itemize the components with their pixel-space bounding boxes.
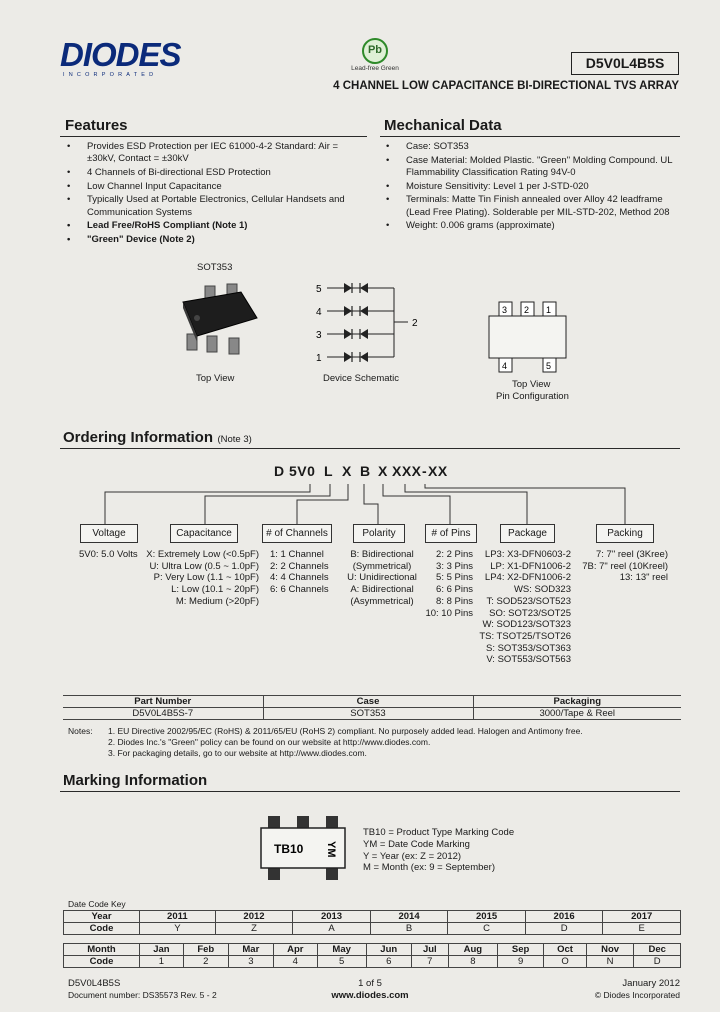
list-item: • Lead Free/RoHS Compliant (Note 1) xyxy=(65,220,365,232)
marking-legend xyxy=(363,827,514,874)
marking-heading: Marking Information xyxy=(63,772,208,789)
month-cell: Dec xyxy=(634,944,681,956)
category-package: Package xyxy=(500,524,555,543)
pin1-mark xyxy=(194,315,200,321)
table-header: Packaging xyxy=(473,696,681,708)
category-pins: # of Pins xyxy=(425,524,477,543)
option: M: Medium (>20pF) xyxy=(175,595,259,607)
package-image xyxy=(175,278,265,358)
code-cell: O xyxy=(544,956,586,968)
features-rule xyxy=(60,136,367,137)
month-cell: Oct xyxy=(544,944,586,956)
schematic-common-pin: 2 xyxy=(412,318,418,329)
option: 13: 13" reel xyxy=(619,572,668,584)
option: TS: TSOT25/TSOT26 xyxy=(479,630,571,642)
table-header: Code xyxy=(64,956,140,968)
year-code-table xyxy=(63,910,681,935)
voltage-options xyxy=(79,549,138,561)
marking-rule xyxy=(60,791,680,792)
year-cell: 2017 xyxy=(603,911,681,923)
year-cell: 2016 xyxy=(525,911,603,923)
month-cell: Aug xyxy=(448,944,497,956)
marking-chip xyxy=(258,813,348,883)
package-options xyxy=(479,549,571,666)
table-cell: D5V0L4B5S-7 xyxy=(63,708,263,720)
pin-number: 2 xyxy=(524,305,530,315)
device-schematic xyxy=(312,280,427,372)
option: 7: 7" reel (3Kree) xyxy=(595,549,668,560)
mechanical-rule xyxy=(380,136,680,137)
code-part: 5V0 xyxy=(289,463,316,479)
option: 6: 6 Channels xyxy=(270,584,329,596)
schematic-pin: 4 xyxy=(316,307,322,318)
pin-config-top-view: Top View xyxy=(512,379,551,390)
option: S: SOT353/SOT363 xyxy=(485,642,571,654)
package-label: SOT353 xyxy=(197,262,233,273)
pb-symbol: Pb xyxy=(367,44,383,56)
code-cell: 4 xyxy=(273,956,317,968)
table-row xyxy=(64,944,681,956)
category-capacitance: Capacitance xyxy=(170,524,238,543)
footer-date: January 2012 xyxy=(622,978,680,989)
footer-url[interactable]: www.diodes.com xyxy=(331,990,409,1001)
diodes-logo xyxy=(60,38,205,78)
schematic-pin: 5 xyxy=(316,284,322,295)
chip-lead xyxy=(268,868,280,880)
list-item: • "Green" Device (Note 2) xyxy=(65,234,365,246)
code-cell: 2 xyxy=(183,956,228,968)
mechanical-list xyxy=(384,141,676,234)
code-part: - xyxy=(422,463,428,479)
note: 1. EU Directive 2002/95/EC (RoHS) & 2011/65/EU (RoHS 2) compliant. No purposely added lead. Halogen and Antimony free. xyxy=(108,726,583,736)
schematic-label: Device Schematic xyxy=(323,373,400,384)
category-packing: Packing xyxy=(596,524,654,543)
part-number-box xyxy=(571,52,679,75)
code-cell: N xyxy=(586,956,634,968)
option: LP4: X2-DFN1006-2 xyxy=(484,572,571,584)
footer-copyright: © Diodes Incorporated xyxy=(594,990,680,1000)
option: 3: 3 Pins xyxy=(436,560,473,572)
option: U: Unidirectional xyxy=(347,572,417,584)
leadfree-badge xyxy=(345,38,405,78)
capacitance-options xyxy=(146,549,259,608)
option: WS: SOD323 xyxy=(513,584,571,596)
year-cell: 2012 xyxy=(215,911,293,923)
table-row xyxy=(63,708,681,720)
month-cell: Feb xyxy=(183,944,228,956)
pins-options xyxy=(425,549,473,619)
package-lead xyxy=(229,338,239,354)
legend-line: TB10 = Product Type Marking Code xyxy=(363,827,515,838)
pin-number: 3 xyxy=(502,305,508,315)
month-code-table xyxy=(63,943,681,968)
category-polarity: Polarity xyxy=(353,524,405,543)
category-voltage: Voltage xyxy=(80,524,138,543)
chip-code: TB10 xyxy=(274,842,304,856)
option: 7B: 7" reel (10Kreel) xyxy=(582,560,668,572)
code-cell: D xyxy=(634,956,681,968)
table-header: Year xyxy=(64,911,140,923)
code-cell: 3 xyxy=(228,956,273,968)
pin-config-label: Pin Configuration xyxy=(496,391,569,402)
packing-options xyxy=(582,549,668,584)
legend-line: YM = Date Code Marking xyxy=(363,838,470,850)
option: W: SOD123/SOT323 xyxy=(482,619,571,631)
month-cell: Jul xyxy=(411,944,448,956)
package-lead xyxy=(207,336,217,352)
list-item: • Low Channel Input Capacitance xyxy=(65,181,365,193)
channels-options xyxy=(270,549,329,596)
code-cell: 6 xyxy=(366,956,411,968)
code-cell: A xyxy=(293,923,371,935)
chip-date: YM xyxy=(325,841,337,858)
code-part: XXX xyxy=(392,463,422,479)
code-cell: 5 xyxy=(317,956,366,968)
ordering-heading: Ordering Information xyxy=(63,429,213,446)
list-item: • Provides ESD Protection per IEC 61000-4-2 Standard: Air = ±30kV, Contact = ±30kV xyxy=(65,141,365,165)
code-cell: 9 xyxy=(497,956,543,968)
list-item: • Typically Used at Portable Electronics, Cellular Handsets and Communication Systems xyxy=(65,194,365,218)
top-view-label: Top View xyxy=(196,373,235,384)
date-code-key-label: Date Code Key xyxy=(68,899,126,909)
month-cell: Sep xyxy=(497,944,543,956)
chip-lead xyxy=(297,816,309,828)
code-part: X xyxy=(378,463,388,479)
chip-lead xyxy=(326,816,338,828)
list-item: • Case Material: Molded Plastic. "Green" Molding Compound. UL Flammability Classification Rating 94V-0 xyxy=(384,155,676,179)
pin-number: 4 xyxy=(502,361,508,371)
table-cell: 3000/Tape & Reel xyxy=(473,708,681,720)
legend-line: Y = Year (ex: Z = 2012) xyxy=(363,850,462,862)
year-cell: 2011 xyxy=(140,911,216,923)
option: A: Bidirectional xyxy=(350,584,414,596)
list-item: • 4 Channels of Bi-directional ESD Protection xyxy=(65,167,365,179)
table-header: Month xyxy=(64,944,140,956)
code-cell: B xyxy=(370,923,448,935)
year-cell: 2015 xyxy=(448,911,526,923)
list-item: • Weight: 0.006 grams (approximate) xyxy=(384,220,676,232)
pin-number: 5 xyxy=(546,361,552,371)
ordering-code xyxy=(274,463,448,483)
notes-label: Notes: xyxy=(68,726,93,736)
table-row xyxy=(64,911,681,923)
year-cell: 2014 xyxy=(370,911,448,923)
ordering-connectors xyxy=(80,482,680,527)
month-cell: Apr xyxy=(273,944,317,956)
table-header: Case xyxy=(263,696,473,708)
option: L: Low (10.1 ~ 20pF) xyxy=(171,584,259,596)
footer-part: D5V0L4B5S xyxy=(68,978,121,989)
option: B: Bidirectional xyxy=(350,549,414,560)
code-part: XX xyxy=(428,463,448,479)
category-channels: # of Channels xyxy=(262,524,332,543)
code-cell: E xyxy=(603,923,681,935)
option: V: SOT553/SOT563 xyxy=(486,654,571,666)
code-cell: 7 xyxy=(411,956,448,968)
year-cell: 2013 xyxy=(293,911,371,923)
code-part: X xyxy=(342,463,352,479)
brand-subtitle: INCORPORATED xyxy=(63,72,158,78)
month-cell: Nov xyxy=(586,944,634,956)
ordering-note-ref: (Note 3) xyxy=(217,434,252,445)
polarity-options xyxy=(347,549,417,608)
code-part: B xyxy=(360,463,371,479)
chip-lead xyxy=(326,868,338,880)
ordering-table xyxy=(63,695,681,720)
ordering-heading-row xyxy=(63,429,252,447)
table-header: Code xyxy=(64,923,140,935)
option: 5V0: 5.0 Volts xyxy=(79,549,138,560)
leadfree-label: Lead-free Green xyxy=(351,65,399,72)
legend-line: M = Month (ex: 9 = September) xyxy=(363,862,496,874)
option: U: Ultra Low (0.5 ~ 1.0pF) xyxy=(149,560,259,572)
option: 4: 4 Channels xyxy=(270,572,329,584)
month-cell: Jan xyxy=(140,944,184,956)
option: LP: X1-DFN1006-2 xyxy=(490,560,571,572)
option: 6: 6 Pins xyxy=(436,584,473,596)
list-item: • Moisture Sensitivity: Level 1 per J-STD-020 xyxy=(384,181,676,193)
table-header: Part Number xyxy=(63,696,263,708)
document-title: 4 CHANNEL LOW CAPACITANCE BI-DIRECTIONAL TVS ARRAY xyxy=(333,80,679,92)
option: T: SOD523/SOT523 xyxy=(486,595,571,607)
option: (Asymmetrical) xyxy=(350,595,414,607)
footer-page: 1 of 5 xyxy=(358,978,382,989)
features-list xyxy=(65,141,365,248)
option: P: Very Low (1.1 ~ 10pF) xyxy=(153,572,259,584)
code-cell: D xyxy=(525,923,603,935)
list-item: • Terminals: Matte Tin Finish annealed over Alloy 42 leadframe (Lead Free Plating). Solderable per MIL-STD-202, Method 208 xyxy=(384,194,676,218)
option: 2: 2 Channels xyxy=(270,560,329,572)
pin-number: 1 xyxy=(546,305,552,315)
option: 8: 8 Pins xyxy=(436,595,473,607)
part-number: D5V0L4B5S xyxy=(585,55,665,71)
table-row xyxy=(64,923,681,935)
option: SO: SOT23/SOT25 xyxy=(489,607,571,619)
option: 2: 2 Pins xyxy=(436,549,473,560)
table-cell: SOT353 xyxy=(263,708,473,720)
code-cell: C xyxy=(448,923,526,935)
code-cell: Z xyxy=(215,923,293,935)
pin-configuration xyxy=(485,298,570,374)
ordering-rule xyxy=(60,448,680,449)
schematic-pin: 1 xyxy=(316,353,322,364)
code-cell: 8 xyxy=(448,956,497,968)
chip-lead xyxy=(268,816,280,828)
code-part: L xyxy=(324,463,334,479)
list-item: • Case: SOT353 xyxy=(384,141,676,153)
schematic-pin: 3 xyxy=(316,330,322,341)
option: 5: 5 Pins xyxy=(436,572,473,584)
option: X: Extremely Low (<0.5pF) xyxy=(146,549,259,560)
month-cell: May xyxy=(317,944,366,956)
table-row xyxy=(64,956,681,968)
table-header-row xyxy=(63,696,681,708)
note: 3. For packaging details, go to our website at http://www.diodes.com. xyxy=(108,748,367,758)
option: (Symmetrical) xyxy=(352,560,412,572)
mechanical-heading: Mechanical Data xyxy=(384,117,502,134)
code-cell: Y xyxy=(140,923,216,935)
brand-name: DIODES xyxy=(60,36,181,73)
option: LP3: X3-DFN0603-2 xyxy=(484,549,571,560)
leadfree-icon xyxy=(362,38,388,64)
code-cell: 1 xyxy=(140,956,184,968)
option: 1: 1 Channel xyxy=(270,549,324,560)
note: 2. Diodes Inc.'s "Green" policy can be found on our website at http://www.diodes.com. xyxy=(108,737,431,747)
footer-doc: Document number: DS35573 Rev. 5 - 2 xyxy=(68,990,217,1000)
month-cell: Jun xyxy=(366,944,411,956)
option: 10: 10 Pins xyxy=(425,607,473,619)
code-part: D xyxy=(274,463,285,479)
features-heading: Features xyxy=(65,117,128,134)
month-cell: Mar xyxy=(228,944,273,956)
notes-list xyxy=(108,726,678,759)
